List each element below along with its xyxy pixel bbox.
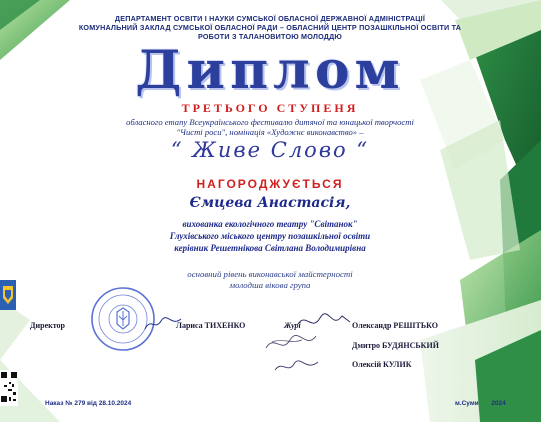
jury-signature-icon [272, 356, 322, 378]
jury-member: Дмитро БУДЯНСЬКИЙ [352, 341, 439, 350]
info-line: керівник Решетнікова Світлана Володимирівна [174, 243, 366, 253]
order-reference: Наказ № 279 від 28.10.2024 [45, 400, 132, 407]
festival-line: обласного етапу Всеукраїнського фестивалю дитячої та юнацької творчості [126, 117, 414, 127]
director-name: Лариса ТИХЕНКО [176, 321, 246, 330]
coat-of-arms-icon [0, 280, 16, 310]
header-line: РОБОТИ З ТАЛАНОВИТОЮ МОЛОДДЮ [197, 32, 343, 41]
recipient-info [80, 218, 460, 254]
jury-member: Олександр РЕШІТЬКО [352, 321, 438, 330]
info-line: Глухівського міського центру позашкільної освіти [169, 231, 371, 241]
awarded-label: НАГОРОДЖУЄТЬСЯ [196, 177, 344, 191]
header-line: ДЕПАРТАМЕНТ ОСВІТИ І НАУКИ СУМСЬКОЇ ОБЛАСНОЇ ДЕРЖАВНОЇ АДМІНІСТРАЦІЇ [114, 14, 426, 23]
director-label: Директор [30, 321, 65, 330]
recipient-name: Ємцева Анастасія, [189, 195, 351, 211]
level-line: основний рівень виконавської майстерності [187, 269, 353, 279]
jury-label: Журі [284, 321, 301, 330]
director-signature-icon [143, 313, 183, 335]
festival-line: "Чисті роси", номінація «Художнє виконавство» – [176, 127, 364, 137]
festival-description [70, 117, 470, 137]
degree-label: ТРЕТЬОГО СТУПЕНЯ [181, 101, 359, 115]
jury-signature-icon [262, 330, 320, 356]
diploma-title: Диплом [135, 40, 405, 101]
header-line: КОМУНАЛЬНИЙ ЗАКЛАД СУМСЬКОЇ ОБЛАСНОЇ РАДИ – ОБЛАСНИЙ ЦЕНТР ПОЗАШКІЛЬНОЇ ОСВІТИ ТА [78, 23, 462, 32]
level-line: молодша вікова група [229, 280, 311, 290]
header [60, 14, 480, 41]
info-line: вихованка екологічного театру "Світанок" [182, 219, 358, 229]
festival-name: “ Живе Слово “ [170, 138, 370, 162]
place-date: м.Суми 2024 [455, 400, 506, 407]
qr-code-icon [0, 370, 18, 406]
jury-member: Олексій КУЛИК [352, 360, 412, 369]
